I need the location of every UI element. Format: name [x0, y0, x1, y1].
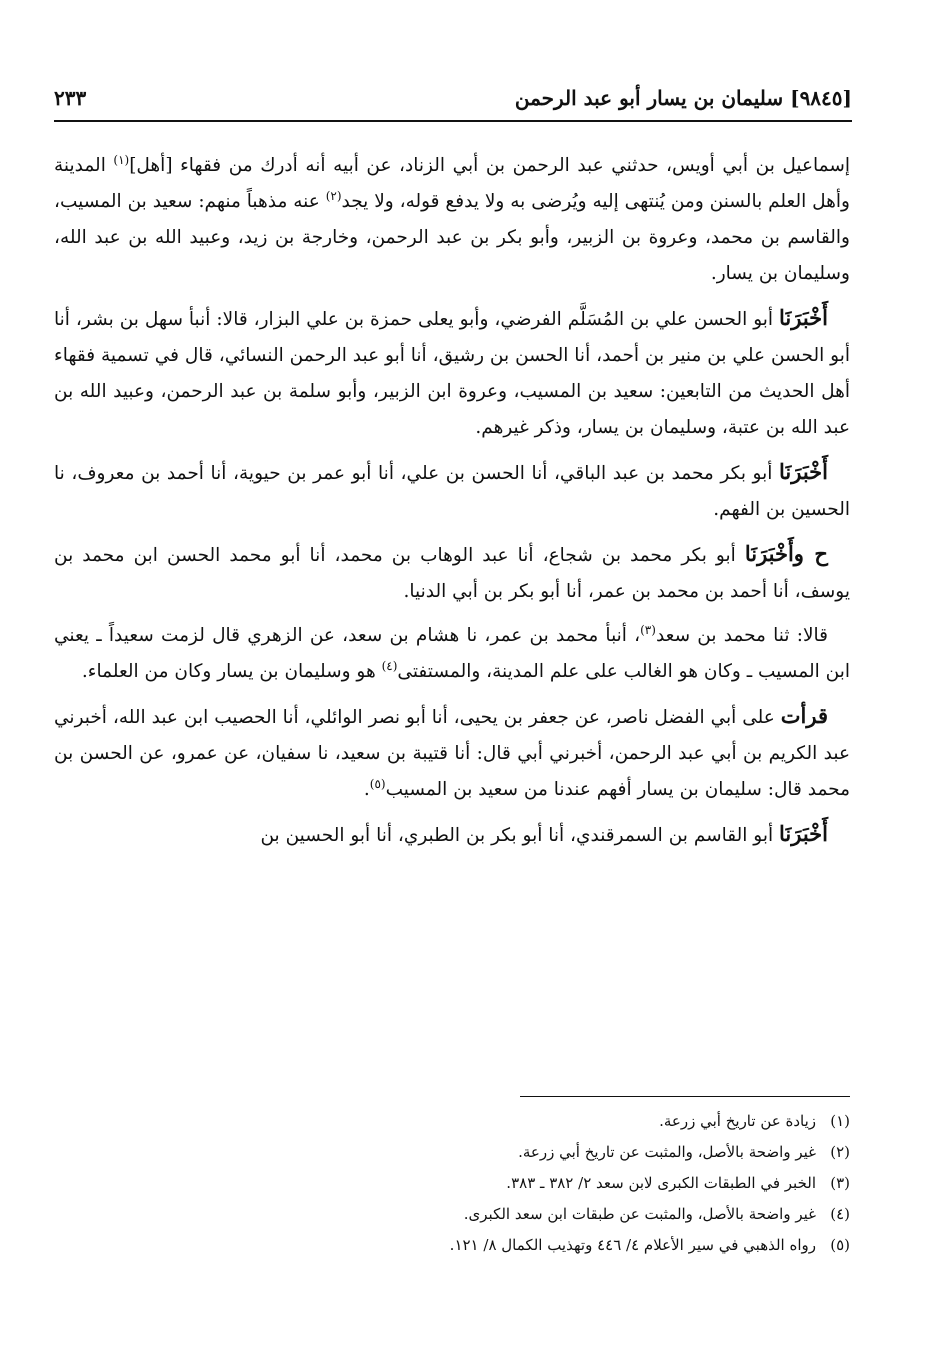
paragraph-5	[54, 618, 850, 690]
footnote-item	[150, 1199, 850, 1230]
footnote-text: غير واضحة بالأصل، والمثبت عن تاريخ أبي زرعة.	[518, 1143, 816, 1161]
footnote-number: (٤)	[830, 1205, 850, 1223]
footnote-text: رواه الذهبي في سير الأعلام ٤/ ٤٤٦ وتهذيب الكمال ٨/ ١٢١.	[449, 1236, 816, 1254]
paragraph-6-text-a: على أبي الفضل ناصر، عن جعفر بن يحيى، أنا أبو نصر الوائلي، أنا الحصيب ابن عبد الله، أخبرني عبد الكريم بن أبي عبد الرحمن، أخبرني أبي قال: أنا قتيبة بن سعيد، نا سفيان، عن عمرو، عن الحسن بن محمد قال: سليمان بن يسار أفهم عندنا من سعيد بن المسيب	[54, 707, 850, 800]
paragraph-1-text-a: إسماعيل بن أبي أويس، حدثني عبد الرحمن بن أبي الزناد، عن أبيه أنه أدرك من فقهاء [أهل]	[129, 155, 850, 176]
footnote-item	[150, 1230, 850, 1261]
paragraph-2-text: أبو الحسن علي بن المُسَلَّم الفرضي، وأبو يعلى حمزة بن علي البزار، قالا: أنبأ سهل بن بشر، أنا أبو الحسن علي بن منير بن أحمد، أنا الحسن بن رشيق، أنا أبو عبد الرحمن النسائي، قال في تسمية فقهاء أهل الحديث من التابعين: سعيد بن المسيب، وعروة ابن الزبير، وأبو سلمة بن عبد الرحمن، وعبيد الله بن عبد الله بن عتبة، وسليمان بن يسار، وذكر غيرهم.	[54, 309, 850, 438]
footnote-ref-1: (١)	[113, 152, 130, 167]
footnote-divider	[520, 1096, 850, 1097]
paragraph-5-text-a: قالا: ثنا محمد بن سعد	[655, 625, 828, 646]
footnote-ref-5: (٥)	[369, 776, 386, 791]
footnote-number: (٣)	[830, 1174, 850, 1192]
paragraph-7-text: أبو القاسم بن السمرقندي، أنا أبو بكر بن الطبري، أنا أبو الحسين بن	[260, 825, 780, 846]
paragraph-4-text: أبو بكر محمد بن شجاع، أنا عبد الوهاب بن محمد، أنا أبو محمد الحسن ابن محمد بن يوسف، أنا أحمد بن محمد بن عمر، أنا أبو بكر بن أبي الدنيا.	[54, 545, 850, 602]
paragraph-3-text: أبو بكر محمد بن عبد الباقي، أنا الحسن بن علي، أنا أبو عمر بن حيوية، أنا أحمد بن معروف، نا الحسين بن الفهم.	[54, 463, 850, 520]
paragraph-4-lead: ح وأَخْبَرَنَا	[744, 541, 828, 566]
paragraph-6	[54, 698, 850, 808]
paragraph-1-text-b: المدينة وأهل العلم بالسنن ومن يُنتهى إليه ويُرضى به ولا يدفع قوله، ولا يجد	[54, 155, 850, 212]
paragraph-7-lead: أَخْبَرَنَا	[779, 821, 828, 846]
footnote-item	[150, 1168, 850, 1199]
paragraph-2	[54, 300, 850, 446]
footnote-text: الخبر في الطبقات الكبرى لابن سعد ٢/ ٣٨٢ ـ ٣٨٣.	[506, 1174, 816, 1192]
footnote-text: زيادة عن تاريخ أبي زرعة.	[659, 1112, 816, 1130]
main-text	[54, 148, 850, 862]
footnote-ref-3: (٣)	[640, 622, 656, 637]
paragraph-6-lead: قرأت	[780, 703, 828, 728]
footnote-ref-4: (٤)	[381, 658, 398, 673]
paragraph-3-lead: أَخْبَرَنَا	[779, 459, 828, 484]
paragraph-6-text-b: .	[363, 779, 370, 800]
paragraph-7	[54, 816, 850, 854]
running-head: [٩٨٤٥] سليمان بن يسار أبو عبد الرحمن	[514, 86, 852, 110]
footnotes-list	[150, 1106, 850, 1261]
footnote-text: غير واضحة بالأصل، والمثبت عن طبقات ابن سعد الكبرى.	[463, 1205, 816, 1223]
footnote-item	[150, 1106, 850, 1137]
paragraph-3	[54, 454, 850, 528]
paragraph-1	[54, 148, 850, 292]
paragraph-5-text-c: هو وسليمان بن يسار وكان من العلماء.	[81, 661, 382, 682]
footnote-item	[150, 1137, 850, 1168]
footnote-number: (٢)	[830, 1143, 850, 1161]
footnote-number: (١)	[830, 1112, 850, 1130]
paragraph-5-text-b: ، أنبأ محمد بن عمر، نا هشام بن سعد، عن الزهري قال لزمت سعيداً ـ يعني ابن المسيب ـ وكان هو الغالب على علم المدينة، والمستفتى	[54, 625, 850, 682]
paragraph-4	[54, 536, 850, 610]
paragraph-2-lead: أَخْبَرَنَا	[779, 305, 828, 330]
footnote-number: (٥)	[830, 1236, 850, 1254]
footnote-ref-2: (٢)	[325, 188, 342, 203]
paragraph-1-text-c: عنه مذهباً منهم: سعيد بن المسيب، والقاسم بن محمد، وعروة بن الزبير، وأبو بكر بن عبد الرحمن، وخارجة بن زيد، وعبيد الله بن عبد الله، وسليمان بن يسار.	[54, 191, 850, 284]
page-number: ٢٣٣	[54, 86, 87, 110]
page-header	[54, 84, 852, 122]
